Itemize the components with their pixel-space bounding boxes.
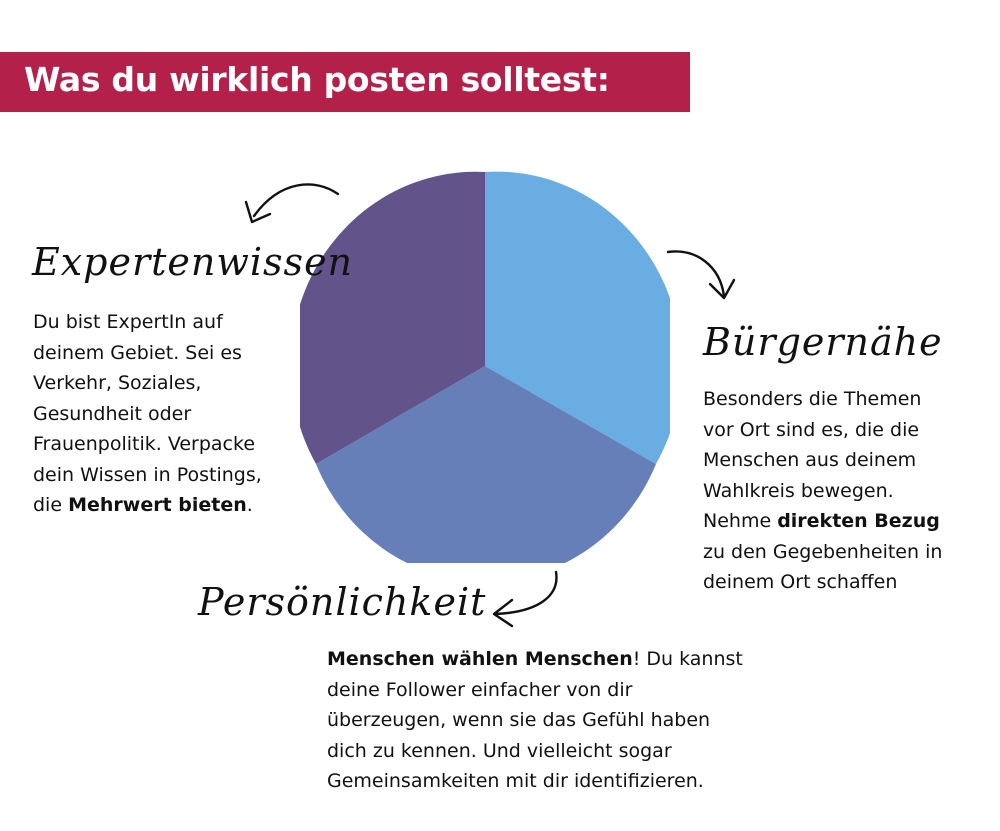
text-line: Menschen aus deinem bbox=[703, 449, 917, 471]
text-fragment: die bbox=[33, 494, 69, 516]
text-line: deine Follower einfacher von dir bbox=[327, 678, 633, 701]
pie-diagram bbox=[300, 168, 670, 563]
text-fragment: ! Du kannst bbox=[632, 648, 743, 670]
text-line: Gesundheit oder bbox=[33, 402, 192, 425]
text-line: vor Ort sind es, die die bbox=[703, 418, 920, 441]
text-line: zu den Gegebenheiten in bbox=[703, 540, 943, 563]
heading-buergernaehe: Bürgernähe bbox=[703, 320, 943, 364]
text-line: überzeugen, wenn sie das Gefühl haben bbox=[327, 709, 711, 731]
text-line: dein Wissen in Postings, bbox=[33, 463, 262, 486]
text-expertenwissen bbox=[33, 307, 262, 521]
text-fragment: Nehme bbox=[703, 510, 778, 532]
page-title: Was du wirklich posten solltest: bbox=[24, 60, 610, 99]
bold-phrase: Mehrwert bieten bbox=[68, 494, 247, 516]
text-line: Besonders die Themen bbox=[703, 388, 922, 410]
arrow-to-expertenwissen bbox=[240, 176, 350, 236]
text-line: Wahlkreis bewegen. bbox=[703, 479, 894, 502]
text-line: Du bist ExpertIn auf bbox=[33, 311, 223, 333]
text-persoenlichkeit bbox=[327, 644, 743, 797]
title-banner bbox=[0, 52, 690, 112]
text-line: Frauenpolitik. Verpacke bbox=[33, 433, 256, 455]
arrow-to-buergernaehe bbox=[664, 246, 744, 306]
text-fragment: . bbox=[246, 494, 253, 516]
bold-phrase: direkten Bezug bbox=[777, 510, 940, 532]
text-line bbox=[327, 644, 743, 675]
heading-expertenwissen: Expertenwissen bbox=[32, 240, 354, 284]
text-line: Gemeinsamkeiten mit dir identifizieren. bbox=[327, 770, 704, 792]
text-buergernaehe bbox=[703, 384, 942, 598]
text-line: dich zu kennen. Und vielleicht sogar bbox=[327, 739, 672, 762]
bold-phrase: Menschen wählen Menschen bbox=[327, 648, 633, 670]
text-line: deinem Gebiet. Sei es bbox=[33, 341, 242, 364]
text-line: deinem Ort schaffen bbox=[703, 571, 898, 593]
text-line bbox=[703, 506, 942, 537]
arrow-to-persoenlichkeit bbox=[482, 568, 572, 628]
text-line: Verkehr, Soziales, bbox=[33, 372, 202, 394]
text-line bbox=[33, 490, 262, 521]
heading-persoenlichkeit: Persönlichkeit bbox=[198, 580, 487, 624]
